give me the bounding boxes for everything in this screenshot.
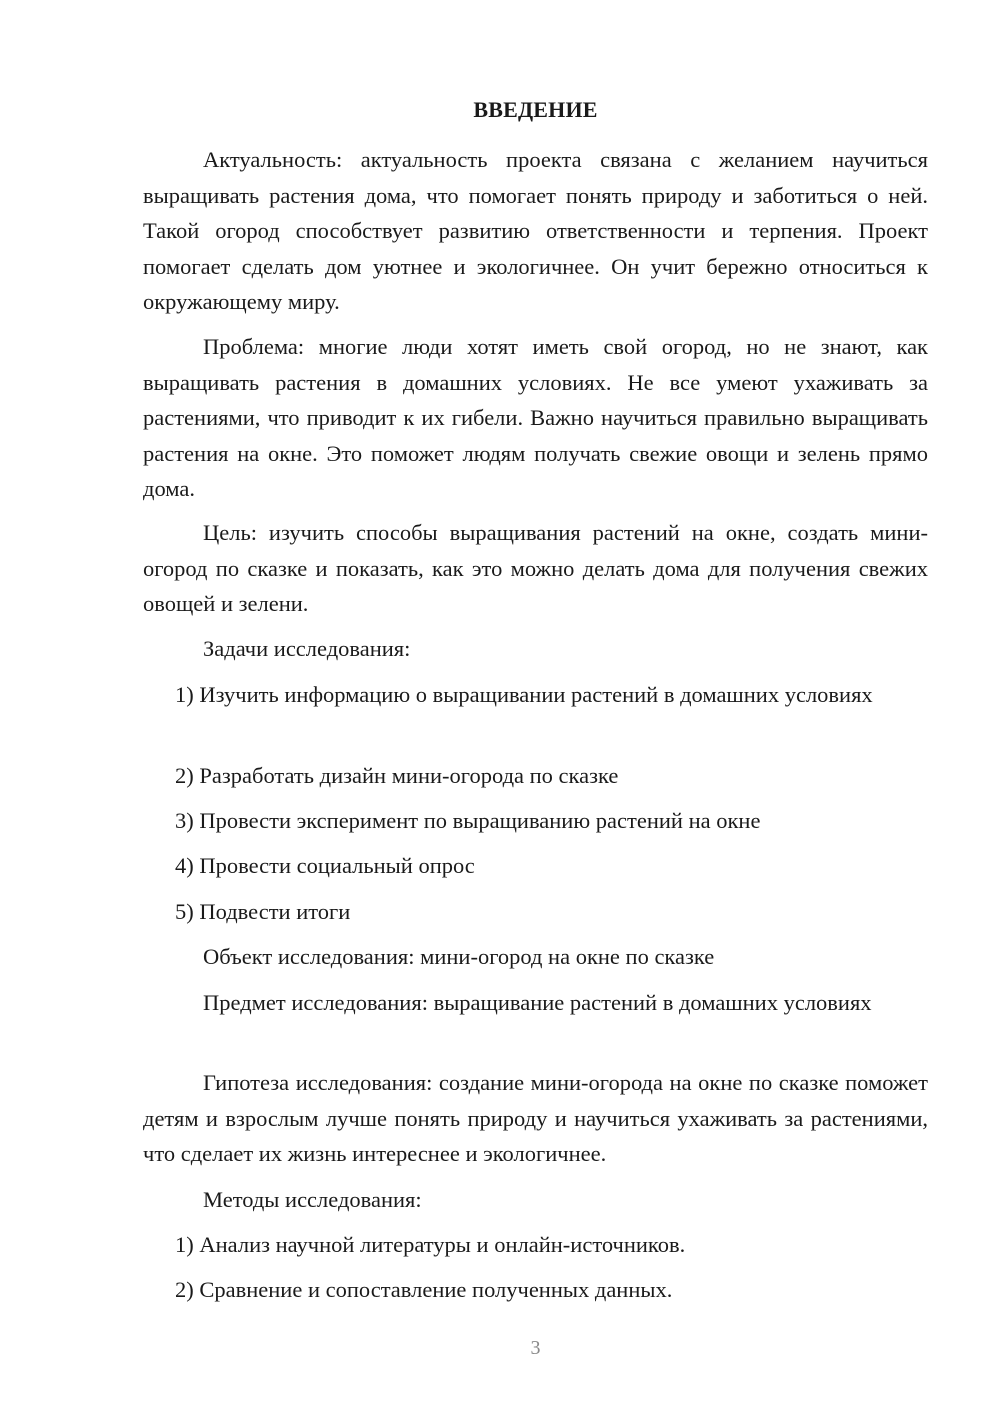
task-item: 5) Подвести итоги bbox=[175, 899, 351, 924]
relevance-paragraph: Актуальность: актуальность проекта связана с желанием научиться выращивать растения дома, что помогает понять природу и заботиться о ней. Такой огород способствует развитию ответственности и терпения. Проект помогает сделать дом уютнее и экологичнее. Он учит бережно относиться к окружающему миру. bbox=[143, 147, 928, 314]
task-item: 1) Изучить информацию о выращивании растений в домашних условиях bbox=[175, 682, 873, 707]
object-paragraph: Объект исследования: мини-огород на окне по сказке bbox=[203, 944, 715, 969]
problem-paragraph: Проблема: многие люди хотят иметь свой огород, но не знают, как выращивать растения в домашних условиях. Не все умеют ухаживать за растениями, что приводит к их гибели. Важно научиться правильно выращивать растения на окне. Это поможет людям получать свежие овощи и зелень прямо дома. bbox=[143, 334, 928, 501]
method-item: 1) Анализ научной литературы и онлайн-источников. bbox=[175, 1232, 686, 1257]
task-item: 3) Провести эксперимент по выращиванию растений на окне bbox=[175, 808, 761, 833]
task-item: 4) Провести социальный опрос bbox=[175, 853, 475, 878]
method-item: 2) Сравнение и сопоставление полученных данных. bbox=[175, 1277, 673, 1302]
hypothesis-paragraph: Гипотеза исследования: создание мини-огорода на окне по сказке поможет детям и взрослым лучше понять природу и научиться ухаживать за растениями, что сделает их жизнь интереснее и экологичнее. bbox=[143, 1070, 928, 1166]
task-item: 2) Разработать дизайн мини-огорода по сказке bbox=[175, 763, 619, 788]
tasks-title: Задачи исследования: bbox=[203, 636, 411, 661]
subject-paragraph: Предмет исследования: выращивание растений в домашних условиях bbox=[203, 990, 872, 1015]
section-heading: ВВЕДЕНИЕ bbox=[473, 97, 598, 122]
page-number: 3 bbox=[530, 1337, 541, 1359]
goal-paragraph: Цель: изучить способы выращивания растений на окне, создать мини-огород по сказке и показать, как это можно делать дома для получения свежих овощей и зелени. bbox=[143, 520, 928, 616]
methods-title: Методы исследования: bbox=[203, 1187, 422, 1212]
